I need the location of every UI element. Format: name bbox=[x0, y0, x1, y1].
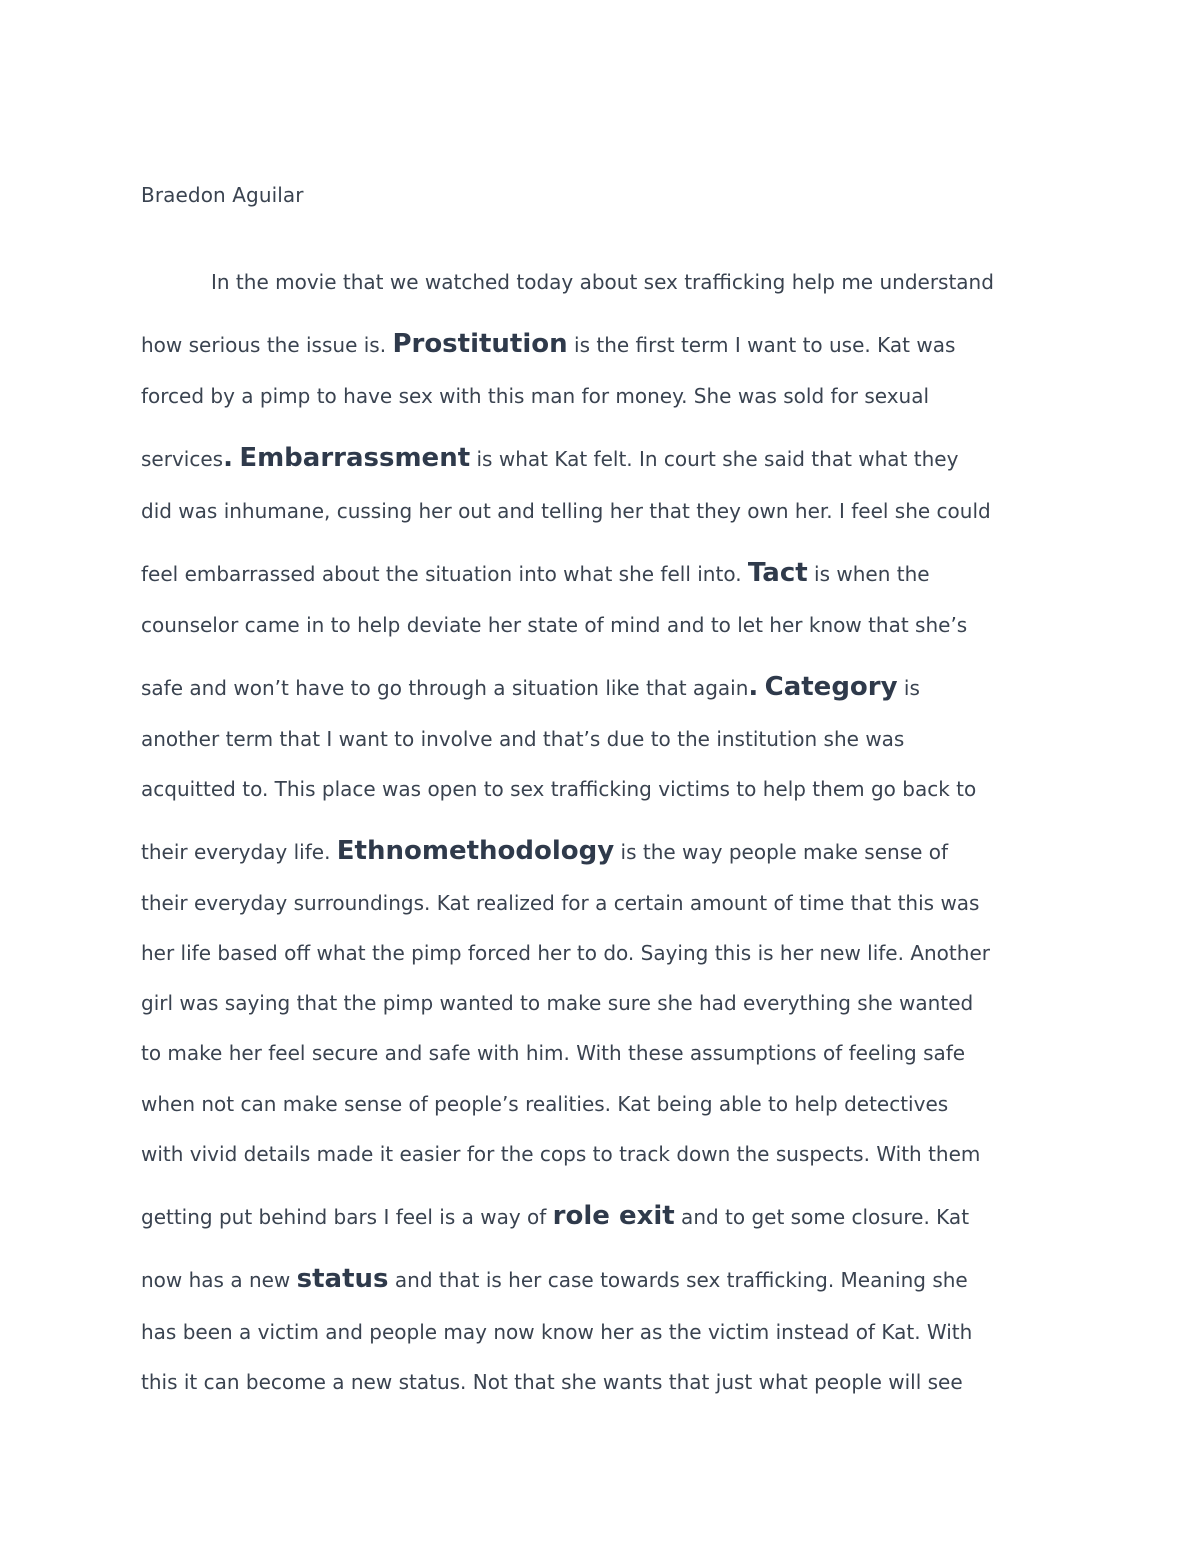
term-embarrassment: Embarrassment bbox=[239, 443, 471, 473]
line-text: her life based off what the pimp forced her to do. Saying this is her new life. Another bbox=[141, 941, 990, 965]
line-text: In the movie that we watched today about sex trafficking help me understand bbox=[211, 270, 994, 294]
paragraph-line bbox=[141, 1322, 972, 1342]
line-text: getting put behind bars I feel is a way of bbox=[141, 1205, 553, 1229]
author-name: Braedon Aguilar bbox=[141, 183, 304, 207]
line-text: safe and won’t have to go through a situation like that again bbox=[141, 676, 749, 700]
line-text: is the first term I want to use. Kat was bbox=[567, 333, 956, 357]
paragraph-line bbox=[141, 1094, 948, 1114]
term-category: Category bbox=[764, 672, 898, 702]
paragraph-line bbox=[141, 729, 904, 749]
paragraph-line bbox=[141, 1043, 965, 1063]
paragraph-line bbox=[141, 943, 990, 963]
term-tact: Tact bbox=[747, 558, 808, 588]
paragraph-line bbox=[141, 838, 948, 864]
paragraph-line bbox=[141, 501, 991, 521]
line-text: now has a new bbox=[141, 1268, 297, 1292]
line-text: has been a victim and people may now know her as the victim instead of Kat. With bbox=[141, 1320, 973, 1344]
line-text: girl was saying that the pimp wanted to make sure she had everything she wanted bbox=[141, 991, 974, 1015]
line-text: feel embarrassed about the situation into what she fell into. bbox=[141, 562, 748, 586]
line-text: and to get some closure. Kat bbox=[674, 1205, 970, 1229]
line-text: their everyday life. bbox=[141, 840, 337, 864]
bold-period: . bbox=[748, 672, 759, 702]
term-prostitution: Prostitution bbox=[392, 329, 568, 359]
term-status: status bbox=[296, 1264, 389, 1294]
paragraph-line bbox=[141, 331, 955, 357]
paragraph-line bbox=[141, 1144, 980, 1164]
line-text: another term that I want to involve and that’s due to the institution she was bbox=[141, 727, 905, 751]
paragraph-line bbox=[141, 1372, 963, 1392]
line-text: services bbox=[141, 447, 224, 471]
paragraph-line bbox=[141, 615, 967, 635]
line-text: is what Kat felt. In court she said that what they bbox=[470, 447, 959, 471]
term-ethnomethodology: Ethnomethodology bbox=[336, 836, 615, 866]
line-text: forced by a pimp to have sex with this man for money. She was sold for sexual bbox=[141, 384, 930, 408]
line-text: is bbox=[897, 676, 920, 700]
paragraph-line bbox=[141, 445, 958, 471]
line-text: acquitted to. This place was open to sex trafficking victims to help them go back to bbox=[141, 777, 977, 801]
line-text: this it can become a new status. Not that she wants that just what people will see bbox=[141, 1370, 963, 1394]
line-text: how serious the issue is. bbox=[141, 333, 393, 357]
line-text: is the way people make sense of bbox=[614, 840, 949, 864]
bold-period: . bbox=[223, 443, 233, 473]
paragraph-line bbox=[141, 386, 929, 406]
line-text: with vivid details made it easier for the cops to track down the suspects. With them bbox=[141, 1142, 981, 1166]
line-text: is when the bbox=[807, 562, 930, 586]
line-text: and that is her case towards sex trafficking. Meaning she bbox=[388, 1268, 968, 1292]
line-text: counselor came in to help deviate her state of mind and to let her know that she’s bbox=[141, 613, 968, 637]
paragraph-line bbox=[141, 560, 930, 586]
paragraph-line bbox=[141, 1203, 969, 1229]
line-text: their everyday surroundings. Kat realized for a certain amount of time that this was bbox=[141, 891, 980, 915]
paragraph-line bbox=[141, 993, 973, 1013]
paragraph-line bbox=[141, 779, 976, 799]
line-text: to make her feel secure and safe with him. With these assumptions of feeling safe bbox=[141, 1041, 966, 1065]
paragraph-line bbox=[141, 674, 920, 700]
paragraph-line bbox=[141, 1266, 968, 1292]
line-text: did was inhumane, cussing her out and telling her that they own her. I feel she could bbox=[141, 499, 991, 523]
line-text: when not can make sense of people’s realities. Kat being able to help detectives bbox=[141, 1092, 949, 1116]
paragraph-line bbox=[141, 272, 994, 292]
term-role-exit: role exit bbox=[552, 1201, 675, 1231]
paragraph-line bbox=[141, 893, 979, 913]
